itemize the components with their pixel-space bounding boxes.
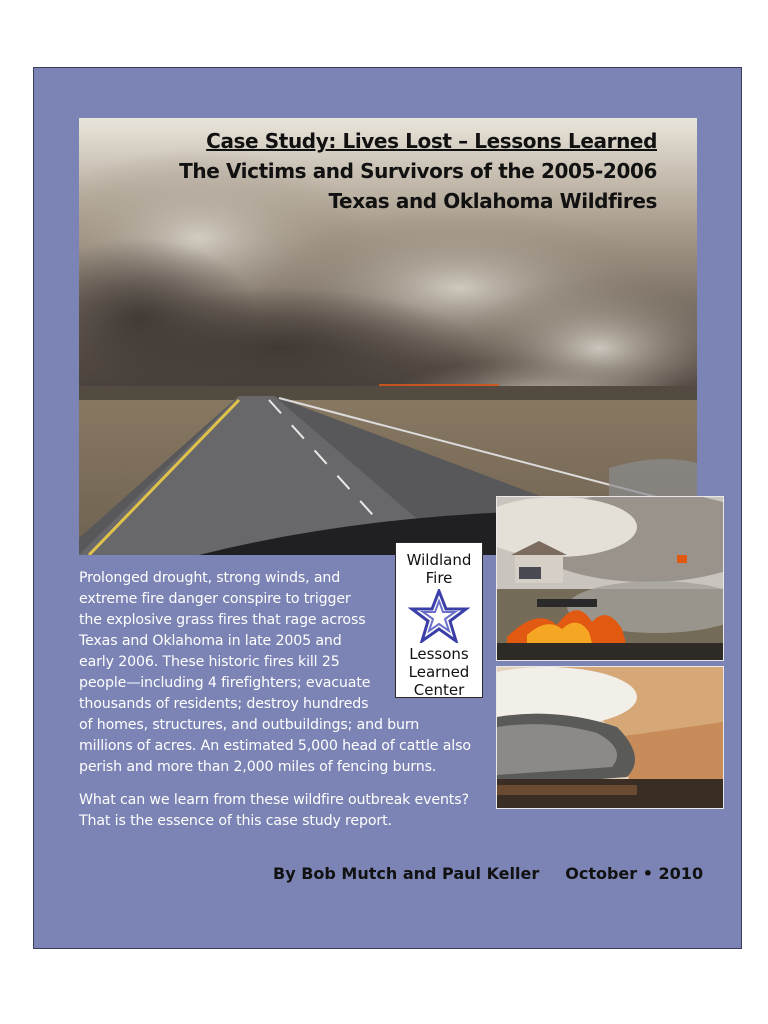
logo-line-5: Center	[413, 681, 465, 699]
burning-farmstead-photo	[496, 496, 724, 661]
summary-line: millions of acres. An estimated 5,000 head of cattle also	[79, 738, 471, 754]
summary-text	[79, 568, 471, 832]
farmstead-fire-image	[497, 497, 723, 660]
summary-line: thousands of residents; destroy hundreds	[79, 696, 369, 712]
authors: By Bob Mutch and Paul Keller	[273, 864, 540, 883]
summary-line: people—including 4 firefighters; evacuate	[79, 675, 371, 691]
field-smoke-image	[497, 667, 723, 808]
summary-line: What can we learn from these wildfire outbreak events?	[79, 792, 469, 808]
summary-line: perish and more than 2,000 miles of fencing burns.	[79, 759, 437, 775]
logo-line-3: Lessons	[409, 645, 469, 663]
summary-line: early 2006. These historic fires kill 25	[79, 654, 340, 670]
summary-line: of homes, structures, and outbuildings; and burn	[79, 717, 420, 733]
title-line-3: Texas and Oklahoma Wildfires	[328, 189, 657, 213]
logo-line-1: Wildland	[406, 551, 472, 569]
logo-line-4: Learned	[408, 663, 470, 681]
summary-line: That is the essence of this case study report.	[79, 813, 392, 829]
hero-photo	[79, 118, 697, 555]
summary-line: Prolonged drought, strong winds, and	[79, 570, 341, 586]
byline	[273, 864, 703, 883]
summary-paragraph-1	[79, 568, 471, 778]
publication-date: October • 2010	[565, 864, 704, 883]
report-cover	[33, 67, 742, 949]
report-title	[179, 126, 657, 216]
summary-paragraph-2	[79, 790, 471, 832]
title-line-2: The Victims and Survivors of the 2005-2006	[179, 159, 657, 183]
logo-line-2: Fire	[425, 569, 453, 587]
smoke-over-field-photo	[496, 666, 724, 809]
summary-line: extreme fire danger conspire to trigger	[79, 591, 351, 607]
summary-line: the explosive grass fires that rage across	[79, 612, 366, 628]
summary-line: Texas and Oklahoma in late 2005 and	[79, 633, 342, 649]
title-line-1: Case Study: Lives Lost – Lessons Learned	[206, 129, 657, 153]
